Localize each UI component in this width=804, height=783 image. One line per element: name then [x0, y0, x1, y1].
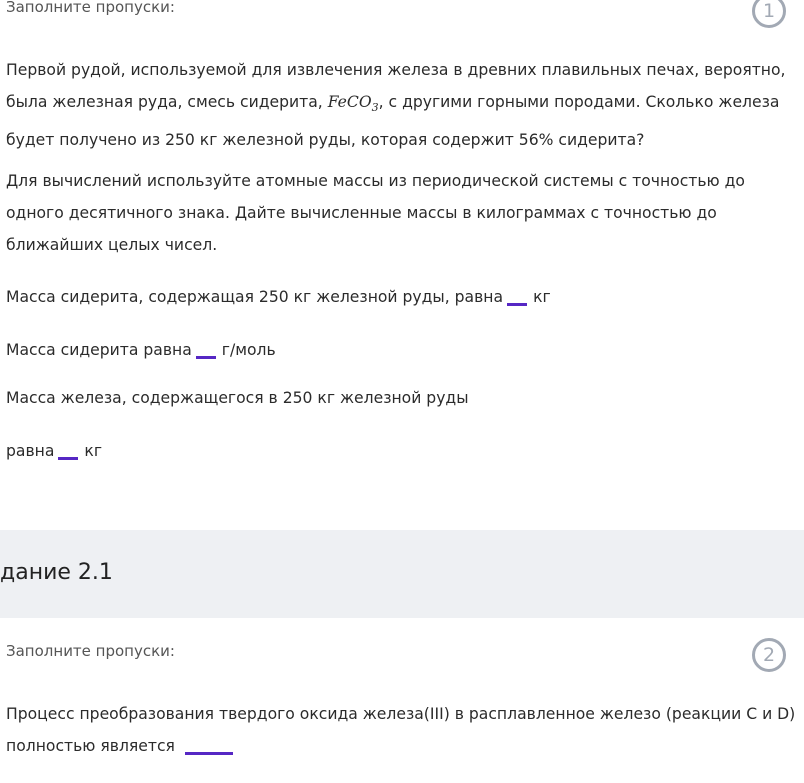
answer-blank-siderite-mass[interactable] [507, 290, 527, 306]
question-iron-mass [6, 442, 102, 460]
question-text: Масса сидерита равна [6, 341, 192, 359]
question-molar-mass [6, 341, 276, 359]
problem-paragraph [6, 698, 796, 762]
problem-text-start: Первой рудой, используемой для извлечения железа в древних плавильных печах, вероятно, была железная руда, смесь сидерита, [6, 61, 786, 111]
task-card-2 [0, 618, 804, 783]
question-siderite-mass [6, 288, 551, 306]
fill-in-instruction: Заполните пропуски: [6, 0, 175, 16]
unit-label: кг [84, 442, 103, 460]
task-number-badge: 1 [752, 0, 786, 28]
unit-label: кг [533, 288, 551, 306]
section-title: дание 2.1 [0, 560, 113, 585]
problem-text: Процесс преобразования твердого оксида железа(III) в расплавленное железо (реакции C и D) полностью является [6, 705, 796, 755]
fill-in-instruction: Заполните пропуски: [6, 642, 175, 660]
question-text: равна [6, 442, 55, 460]
unit-label: г/моль [221, 341, 276, 359]
answer-blank-iron-mass[interactable] [58, 444, 78, 460]
section-header [0, 530, 804, 618]
answer-blank-process[interactable] [185, 739, 233, 755]
answer-blank-molar-mass[interactable] [196, 343, 216, 359]
problem-paragraph [6, 54, 796, 156]
siderite-formula: FeCO$_3$ [327, 93, 379, 115]
question-text: Масса сидерита, содержащая 250 кг железной руды, равна [6, 288, 504, 306]
question-iron-mass-text: Масса железа, содержащегося в 250 кг железной руды [6, 389, 469, 407]
calculation-instructions: Для вычислений используйте атомные массы из периодической системы с точностью до одного десятичного знака. Дайте вычисленные массы в килограммах с точностью до ближайших целых чисел. [6, 172, 745, 254]
task-number-badge: 2 [752, 638, 786, 672]
problem-text-end: , с другими горными породами. Сколько железа будет получено из 250 кг железной руды, которая содержит 56% сидерита? [6, 93, 780, 150]
